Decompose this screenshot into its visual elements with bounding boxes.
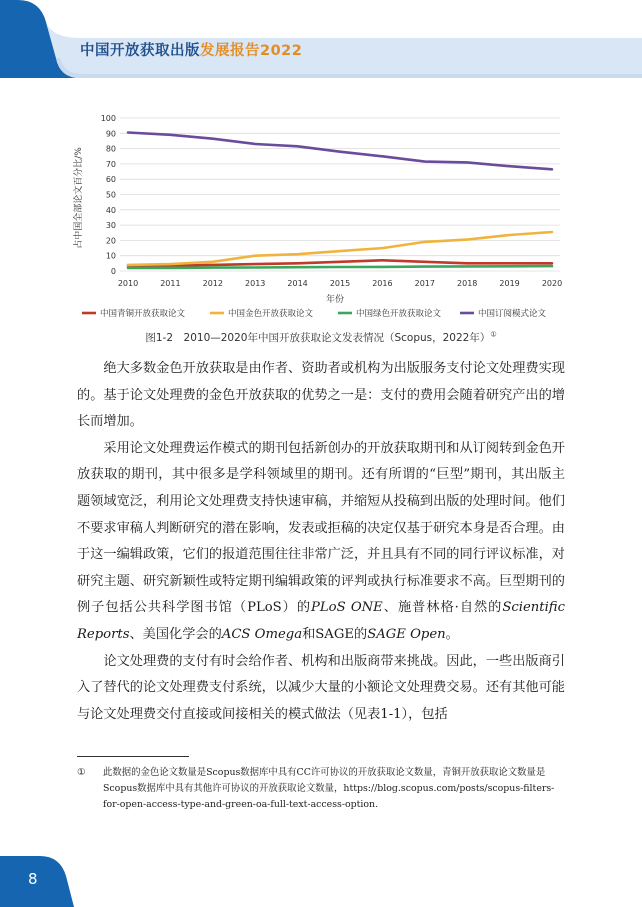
journal-scientific-reports: Scientific Reports (77, 600, 565, 642)
x-axis-ticks (118, 279, 562, 288)
y-tick-label: 90 (105, 129, 116, 139)
x-tick-label: 2016 (372, 279, 393, 288)
legend-item (460, 308, 547, 319)
legend-label: 中国金色开放获取论文 (228, 309, 314, 319)
body-text (77, 356, 565, 728)
x-tick-label: 2012 (202, 279, 223, 288)
x-tick-label: 2020 (541, 279, 563, 288)
caption-note-mark: ① (490, 330, 497, 339)
y-tick-label: 0 (110, 267, 116, 276)
y-axis-label: 占中国全部论文百分比/% (74, 147, 84, 249)
caption-text: 图1-2 2010—2020年中国开放获取论文发表情况（Scopus，2022年） (145, 332, 491, 344)
x-tick-label: 2018 (457, 279, 478, 288)
footnote-text: 此数据的金色论文数量是Scopus数据库中具有CC许可协议的开放获取论文数量，青铜开放获取论文数量是Scopus数据库中具有其他许可协议的开放获取论文数量，https://blog.scopus.com/posts/scopus-filters-for-open-access-type-and-green-oa-full-text-access-option. (103, 767, 555, 810)
y-tick-label: 50 (105, 190, 116, 200)
p2-text-d: 和SAGE的 (302, 626, 368, 642)
figure-caption (0, 330, 642, 345)
p2-text-e: 。 (445, 626, 459, 642)
legend-label: 中国绿色开放获取论文 (356, 309, 442, 319)
x-tick-label: 2010 (117, 279, 139, 288)
y-tick-label: 100 (100, 114, 116, 123)
page-number: 8 (28, 870, 38, 888)
figure-1-2 (70, 108, 570, 348)
legend-item (210, 308, 314, 319)
y-tick-label: 30 (105, 221, 116, 231)
x-tick-label: 2019 (499, 279, 520, 288)
footnote-rule (77, 756, 189, 757)
journal-sage-open: SAGE Open (367, 626, 446, 642)
paragraph-3: 论文处理费的支付有时会给作者、机构和出版商带来挑战。因此，一些出版商引入了替代的论文处理费支付系统，以减少大量的小额论文处理费交易。还有其他可能与论文处理费交付直接或间接相关的模式做法（见表1-1），包括 (77, 653, 565, 722)
y-tick-label: 40 (105, 205, 116, 215)
footnote-mark: ① (77, 767, 86, 778)
y-tick-label: 20 (105, 236, 116, 246)
y-tick-label: 10 (105, 251, 116, 261)
chart-legend (82, 308, 547, 319)
y-tick-label: 70 (105, 159, 116, 169)
chart-grid (120, 118, 560, 271)
x-tick-label: 2013 (245, 279, 266, 288)
footnote (77, 765, 565, 813)
legend-label: 中国青铜开放获取论文 (100, 309, 186, 319)
line-chart (70, 108, 570, 328)
p2-text-a: 采用论文处理费运作模式的期刊包括新创办的开放获取期刊和从订阅转到金色开放获取的期刊，其中很多是学科领域里的期刊。还有所谓的“巨型”期刊，其出版主题领域宽泛，利用论文处理费支持快速审稿，并缩短从投稿到出版的处理时间。他们不要求审稿人判断研究的潜在影响，发表或拒稿的决定仅基于研究本身是否合理。由于这一编辑政策，它们的报道范围往往非常广泛，并且具有不同的同行评议标准，对研究主题、研究新颖性或特定期刊编辑政策的评判或执行标准要求不高。巨型期刊的例子包括公共科学图书馆（PLoS）的 (77, 440, 565, 616)
series-lines (128, 133, 552, 268)
running-header (80, 39, 302, 60)
x-tick-label: 2014 (287, 279, 308, 288)
header-title-highlight: 发展报告2022 (200, 43, 303, 59)
p2-text-c: 、美国化学会的 (129, 626, 222, 642)
y-axis-ticks (101, 114, 116, 276)
journal-acs-omega: ACS Omega (221, 626, 303, 642)
p2-text-b: 、施普林格·自然的 (382, 600, 503, 616)
header-title-main: 中国开放获取出版 (80, 43, 200, 59)
series-line (128, 232, 552, 265)
x-tick-label: 2017 (414, 279, 435, 288)
y-tick-label: 80 (105, 144, 116, 154)
journal-plos-one: PLoS ONE (311, 600, 383, 616)
legend-label: 中国订阅模式论文 (478, 309, 547, 319)
x-tick-label: 2015 (329, 279, 351, 288)
x-tick-label: 2011 (160, 279, 181, 288)
paragraph-2 (77, 436, 565, 649)
paragraph-1: 绝大多数金色开放获取是由作者、资助者或机构为出版服务支付论文处理费实现的。基于论文处理费的金色开放获取的优势之一是：支付的费用会随着研究产出的增长而增加。 (77, 361, 565, 430)
legend-item (82, 308, 186, 319)
y-tick-label: 60 (105, 175, 116, 185)
x-axis-label: 年份 (325, 295, 345, 305)
legend-item (338, 308, 442, 319)
